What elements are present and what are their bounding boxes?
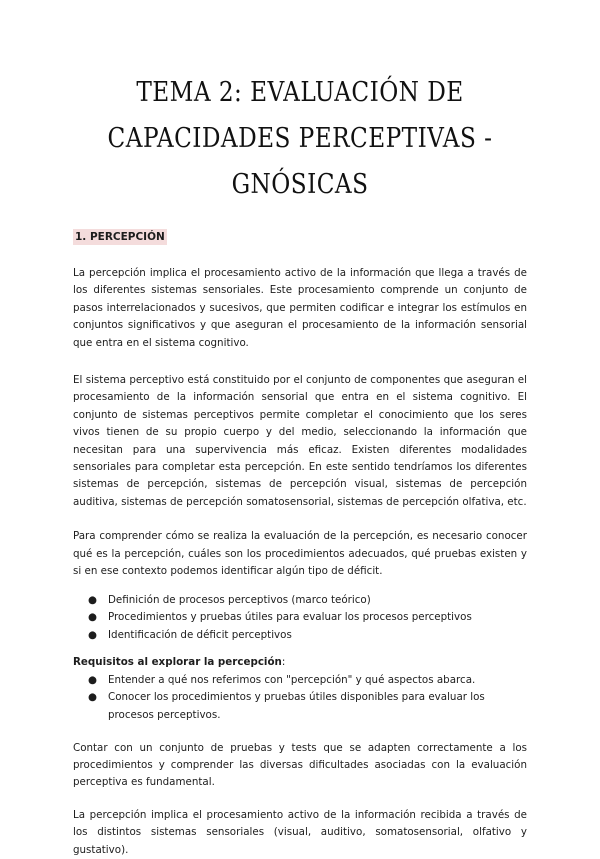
bullet-icon: ● bbox=[88, 593, 97, 606]
section-heading-percepcion: 1. PERCEPCIÓN bbox=[75, 231, 165, 243]
evaluation-steps-list bbox=[73, 592, 527, 645]
paragraph-4: Contar con un conjunto de pruebas y tests que se adapten correctamente a los procedimientos y comprender las diversas dificultades asociadas con la evaluación perceptiva es fundamental. bbox=[73, 741, 527, 789]
bullet-icon: ● bbox=[88, 673, 97, 686]
list-item: ● Entender a qué nos referimos con "percepción" y qué aspectos abarca. bbox=[73, 672, 527, 690]
paragraph-3: Para comprender cómo se realiza la evaluación de la percepción, es necesario conocer qué es la percepción, cuáles son los procedimientos adecuados, qué pruebas existen y si en ese contexto podemos identificar algún tipo de déficit. bbox=[73, 530, 527, 578]
list-item: ● Procedimientos y pruebas útiles para evaluar los procesos perceptivos bbox=[73, 609, 527, 627]
bullet-icon: ● bbox=[88, 611, 97, 624]
requisitos-heading: Requisitos al explorar la percepción: bbox=[73, 656, 286, 669]
list-item: ● Identificación de déficit perceptivos bbox=[73, 627, 527, 645]
paragraph-2: El sistema perceptivo está constituido por el conjunto de componentes que aseguran el procesamiento de la información sensorial que entra en el sistema cognitivo. El conjunto de sistemas perceptivos permite completar el conocimiento que los seres vivos tienen de su propio cuerpo y del medio, seleccionando la información que necesitan para una supervivencia más eficaz. Existen diferentes modalidades sensoriales para completar esta percepción. En este sentido tendríamos los diferentes sistemas de percepción, sistemas de percepción visual, sistemas de percepción auditiva, sistemas de percepción somatosensorial, sistemas de percepción olfativa, etc. bbox=[73, 374, 527, 508]
list-item: ● Conocer los procedimientos y pruebas útiles disponibles para evaluar los procesos perceptivos. bbox=[88, 691, 485, 722]
bullet-icon: ● bbox=[88, 691, 97, 704]
bullet-icon: ● bbox=[88, 628, 97, 641]
list-item: ● Definición de procesos perceptivos (marco teórico) bbox=[73, 592, 527, 610]
document-title: TEMA 2: EVALUACIÓN DE CAPACIDADES PERCEPTIVAS - GNÓSICAS bbox=[107, 77, 493, 200]
paragraph-1: La percepción implica el procesamiento activo de la información que llega a través de los diferentes sistemas sensoriales. Este procesamiento comprende un conjunto de pasos interrelacionados y sucesivos, que permiten codificar e integrar los estímulos en conjuntos significativos y que aseguran el procesamiento de la información sensorial que entra en el sistema cognitivo. bbox=[73, 267, 527, 349]
paragraph-5: La percepción implica el procesamiento activo de la información recibida a través de los distintos sistemas sensoriales (visual, auditivo, somatosensorial, olfativo y gustativo). bbox=[73, 808, 527, 856]
requisitos-list bbox=[73, 672, 527, 725]
